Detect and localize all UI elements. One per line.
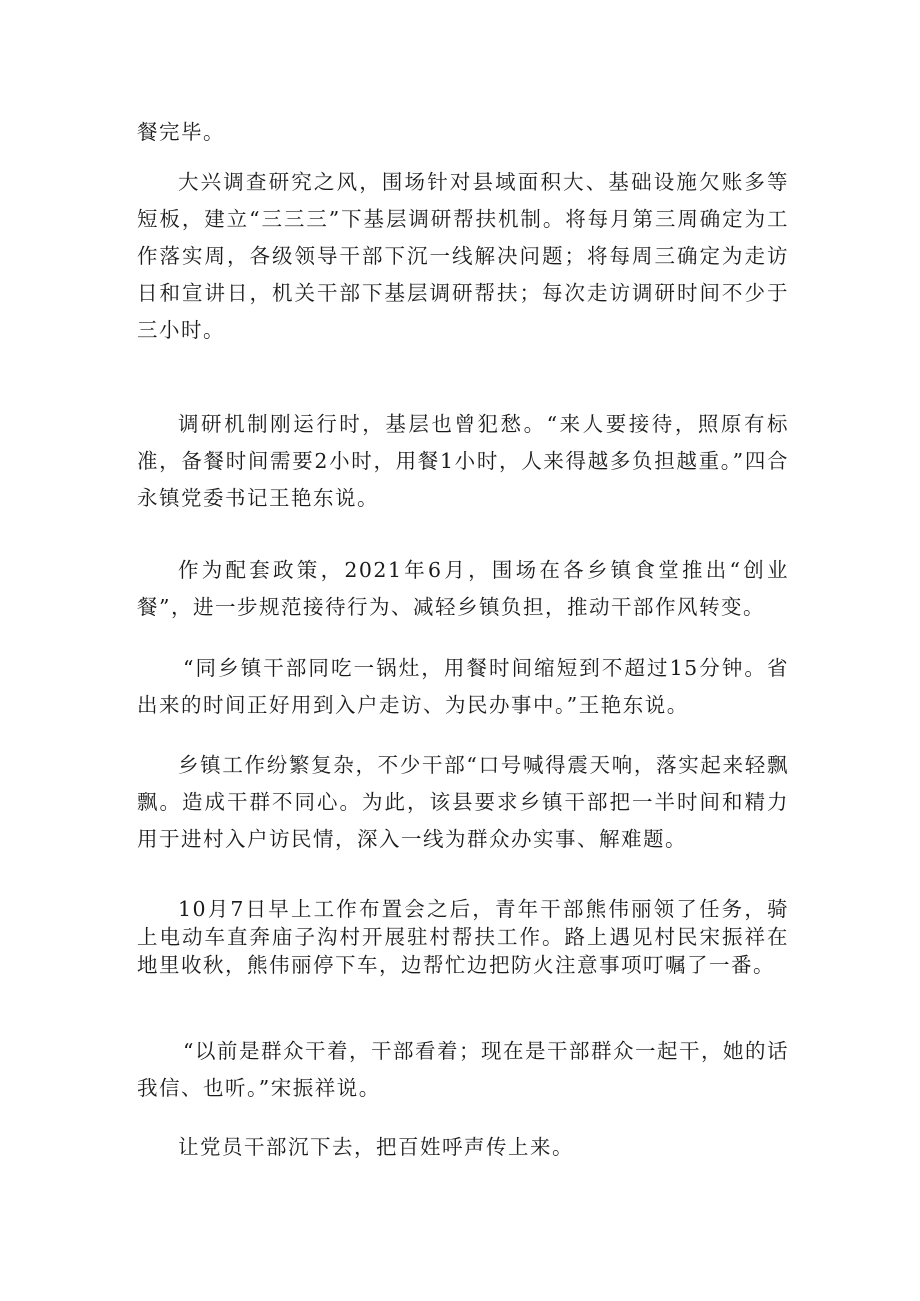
- paragraph-quote-meal-time: “同乡镇干部同吃一锅灶，用餐时间缩短到不超过15分钟。省出来的时间正好用到入户走访、为民办事中。”王艳东说。: [137, 656, 789, 717]
- paragraph-closing: 让党员干部沉下去，把百姓呼声传上来。: [178, 1135, 574, 1159]
- paragraph-township-work: 乡镇工作纷繁复杂，不少干部“口号喊得震天响，落实起来轻飘飘。造成干群不同心。为此，该县要求乡镇干部把一半时间和精力用于进村入户访民情，深入一线为群众办实事、解难题。: [137, 753, 789, 851]
- paragraph-entrepreneur-meal: 作为配套政策，2021年6月，围场在各乡镇食堂推出“创业餐”，进一步规范接待行为、减轻乡镇负担，推动干部作风转变。: [137, 558, 789, 619]
- paragraph-field-visit: 10月7日早上工作布置会之后，青年干部熊伟丽领了任务，骑上电动车直奔庙子沟村开展驻村帮扶工作。路上遇见村民宋振祥在地里收秋，熊伟丽停下车，边帮忙边把防火注意事项叮嘱了一番。: [137, 897, 789, 977]
- paragraph-villager-quote: “以前是群众干着，干部看着；现在是干部群众一起干，她的话我信、也听。”宋振祥说。: [137, 1039, 789, 1100]
- paragraph-reception-burden: 调研机制刚运行时，基层也曾犯愁。“来人要接待，照原有标准，备餐时间需要2小时，用餐1小时，人来得越多负担越重。”四合永镇党委书记王艳东说。: [137, 412, 789, 510]
- paragraph-research-mechanism: 大兴调查研究之风，围场针对县域面积大、基础设施欠账多等短板，建立“三三三”下基层调研帮扶机制。将每月第三周确定为工作落实周，各级领导干部下沉一线解决问题；将每周三确定为走访日和宣讲日，机关干部下基层调研帮扶；每次走访调研时间不少于三小时。: [137, 170, 789, 342]
- paragraph-continuation: 餐完毕。: [137, 120, 225, 144]
